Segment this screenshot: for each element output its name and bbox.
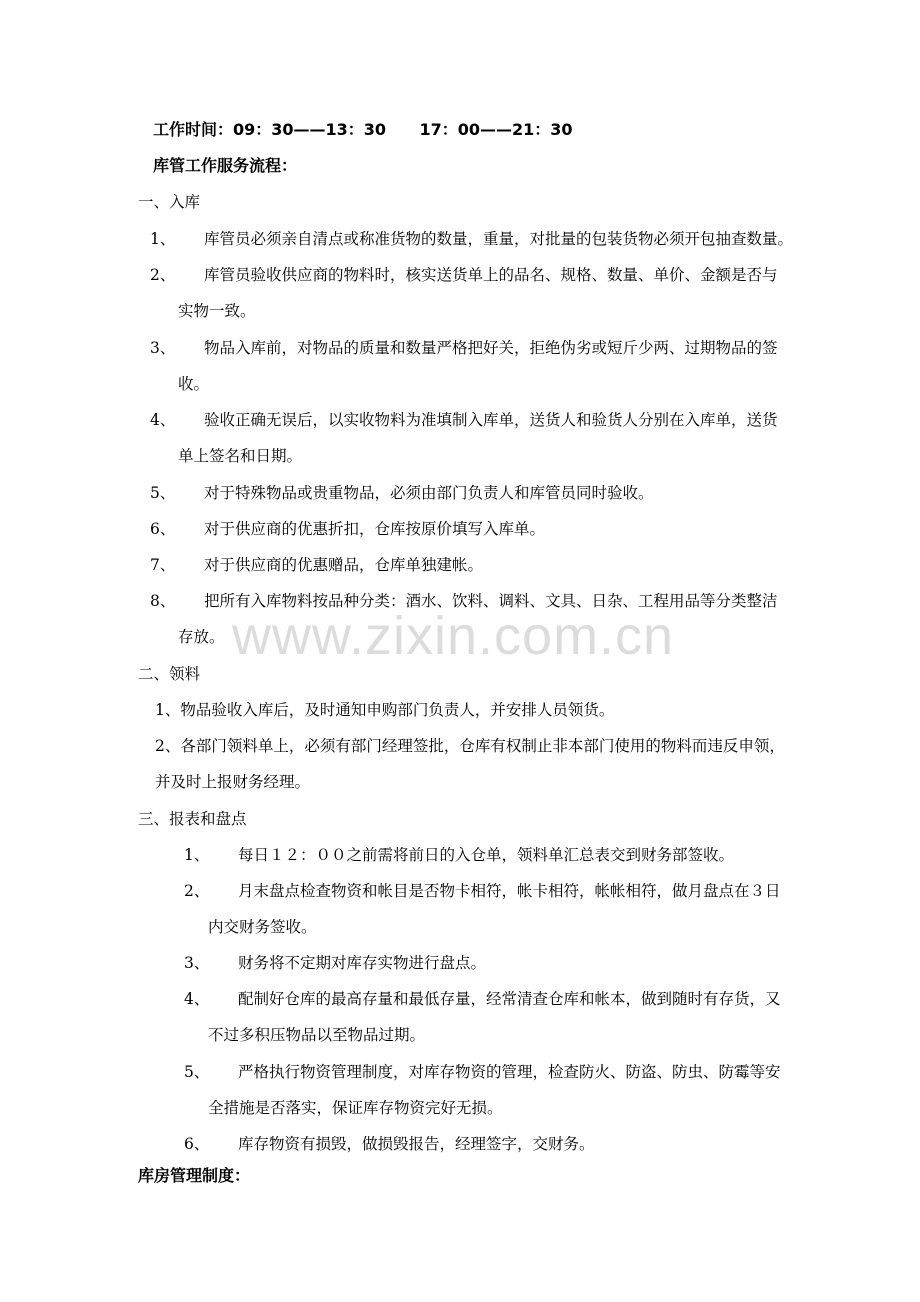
section-title-requisition: 二、领料 xyxy=(138,665,201,683)
item-text: 2、各部门领料单上，必须有部门经理签批，仓库有权制止非本部门使用的物料而违反申领， xyxy=(155,737,785,755)
watermark: www.zixin.com.cn xyxy=(232,606,675,666)
list-item xyxy=(150,229,175,249)
list-item xyxy=(184,989,209,1009)
item-text: 配制好仓库的最高存量和最低存量，经常清查仓库和帐本，做到随时有存货，又 xyxy=(238,990,781,1008)
work-time: 工作时间：09：30——13：30 17：00——21：30 xyxy=(153,120,573,139)
item-text: 库存物资有损毁，做损毁报告，经理签字，交财务。 xyxy=(238,1135,595,1153)
item-text-cont: 实物一致。 xyxy=(178,302,256,320)
list-item xyxy=(184,845,209,865)
item-text-cont: 内交财务签收。 xyxy=(208,918,317,936)
list-item xyxy=(184,1062,209,1082)
item-number: 1、 xyxy=(150,230,176,248)
item-text: 对于供应商的优惠折扣，仓库按原价填写入库单。 xyxy=(204,520,546,538)
list-item xyxy=(150,555,175,575)
section-title-receiving: 一、入库 xyxy=(138,193,201,211)
item-number: 1、 xyxy=(184,846,210,864)
list-item xyxy=(184,1134,209,1154)
item-text: 物品入库前，对物品的质量和数量严格把好关，拒绝伪劣或短斤少两、过期物品的签 xyxy=(204,339,778,357)
warehouse-rules-title: 库房管理制度： xyxy=(138,1166,251,1185)
item-number: 8、 xyxy=(150,592,176,610)
item-number: 7、 xyxy=(150,556,176,574)
item-number: 4、 xyxy=(184,990,210,1008)
item-text-cont: 单上签名和日期。 xyxy=(178,447,303,465)
item-text: 验收正确无误后，以实收物料为准填制入库单，送货人和验货人分别在入库单，送货 xyxy=(204,411,778,429)
item-number: 2、 xyxy=(150,266,176,284)
item-text: 财务将不定期对库存实物进行盘点。 xyxy=(238,954,487,972)
section-title-reports: 三、报表和盘点 xyxy=(138,810,247,828)
item-number: 6、 xyxy=(150,520,176,538)
item-number: 6、 xyxy=(184,1135,210,1153)
list-item xyxy=(150,338,175,358)
flow-title: 库管工作服务流程： xyxy=(153,156,298,175)
item-text: 严格执行物资管理制度，对库存物资的管理，检查防火、防盗、防虫、防霉等安 xyxy=(238,1063,781,1081)
list-item xyxy=(150,519,175,539)
item-number: 4、 xyxy=(150,411,176,429)
item-text-cont: 存放。 xyxy=(178,628,225,646)
item-number: 5、 xyxy=(184,1063,210,1081)
item-text: 每日１２：００之前需将前日的入仓单，领料单汇总表交到财务部签收。 xyxy=(238,846,735,864)
item-text: 月末盘点检查物资和帐目是否物卡相符，帐卡相符，帐帐相符，做月盘点在３日 xyxy=(238,882,781,900)
item-text: 把所有入库物料按品种分类：酒水、饮料、调料、文具、日杂、工程用品等分类整洁 xyxy=(204,592,778,610)
item-number: 3、 xyxy=(150,339,176,357)
list-item xyxy=(184,953,209,973)
item-text-cont: 并及时上报财务经理。 xyxy=(155,773,311,791)
list-item xyxy=(150,483,175,503)
item-text: 库管员必须亲自清点或称准货物的数量，重量，对批量的包装货物必须开包抽查数量。 xyxy=(204,230,794,248)
list-item xyxy=(150,410,175,430)
item-text: 库管员验收供应商的物料时，核实送货单上的品名、规格、数量、单价、金额是否与 xyxy=(204,266,778,284)
item-text: 1、物品验收入库后，及时通知申购部门负责人，并安排人员领货。 xyxy=(155,701,615,719)
item-number: 3、 xyxy=(184,954,210,972)
item-number: 5、 xyxy=(150,484,176,502)
item-text-cont: 全措施是否落实，保证库存物资完好无损。 xyxy=(208,1099,503,1117)
list-item xyxy=(150,591,175,611)
list-item xyxy=(184,881,209,901)
item-text: 对于供应商的优惠赠品，仓库单独建帐。 xyxy=(204,556,484,574)
list-item xyxy=(150,265,175,285)
item-text-cont: 不过多积压物品以至物品过期。 xyxy=(208,1026,426,1044)
item-text-cont: 收。 xyxy=(178,375,210,393)
item-number: 2、 xyxy=(184,882,210,900)
item-text: 对于特殊物品或贵重物品，必须由部门负责人和库管员同时验收。 xyxy=(204,484,654,502)
